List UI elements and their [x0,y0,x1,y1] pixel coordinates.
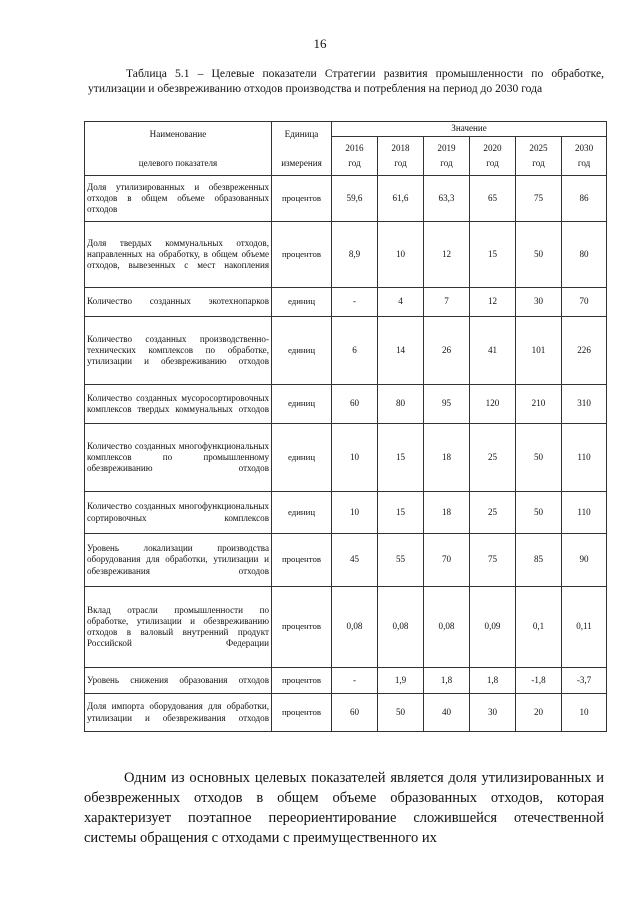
value-cell: 14 [378,317,424,385]
table-row [85,492,607,534]
value-cell: 50 [378,694,424,732]
value-cell: 70 [424,534,470,587]
value-cell: 60 [332,385,378,424]
value-cell: 1,8 [470,668,516,694]
value-cell: 110 [562,424,607,492]
year-header: 2020 год [470,137,516,176]
value-cell: 1,8 [424,668,470,694]
indicator-name-cell: Доля твердых коммунальных отходов, направленных на обработку, в общем объеме отходов, вывезенных с мест накопления [85,222,272,288]
value-cell: 101 [516,317,562,385]
value-cell: 6 [332,317,378,385]
value-cell: 65 [470,176,516,222]
indicator-name-cell: Количество созданных экотехнопарков [85,288,272,317]
value-cell: 15 [378,492,424,534]
value-cell: 50 [516,424,562,492]
year-header: 2018 год [378,137,424,176]
value-cell: 0,08 [332,587,378,668]
value-cell: 12 [424,222,470,288]
indicator-name-cell: Доля утилизированных и обезвреженных отходов в общем объеме образованных отходов [85,176,272,222]
table-caption: Таблица 5.1 – Целевые показатели Стратегии развития промышленности по обработке, утилизации и обезвреживанию отходов производства и потребления на период до 2030 года [88,67,604,95]
unit-cell: единиц [272,288,332,317]
value-cell: 95 [424,385,470,424]
value-cell: 45 [332,534,378,587]
value-cell: 4 [378,288,424,317]
table-row [85,424,607,492]
table-row [85,668,607,694]
target-indicators-table [84,121,607,732]
page-number: 16 [313,36,327,51]
value-cell: 0,1 [516,587,562,668]
value-cell: 80 [562,222,607,288]
value-cell: 310 [562,385,607,424]
value-cell: 90 [562,534,607,587]
name-header-line1: Наименование [149,128,207,139]
value-cell: 50 [516,492,562,534]
value-header: Значение [332,122,607,137]
value-cell: 12 [470,288,516,317]
value-cell: 15 [378,424,424,492]
table-row [85,694,607,732]
year-header: 2016 год [332,137,378,176]
indicator-name-cell: Количество созданных мусоросортировочных комплексов твердых коммунальных отходов [85,385,272,424]
value-cell: 7 [424,288,470,317]
name-header-line2: целевого показателя [138,158,218,169]
table-row [85,176,607,222]
value-cell: 61,6 [378,176,424,222]
indicator-name-cell: Уровень локализации производства оборудования для обработки, утилизации и обезвреживания отходов [85,534,272,587]
value-cell: 40 [424,694,470,732]
indicator-name-cell: Уровень снижения образования отходов [85,668,272,694]
value-cell: 75 [470,534,516,587]
indicator-name-cell: Количество созданных многофункциональных сортировочных комплексов [85,492,272,534]
value-cell: 63,3 [424,176,470,222]
indicator-name-cell: Количество созданных многофункциональных комплексов по промышленному обезвреживанию отходов [85,424,272,492]
unit-header-line2: измерения [281,158,322,169]
unit-cell: единиц [272,424,332,492]
value-cell: 18 [424,424,470,492]
unit-cell: процентов [272,222,332,288]
value-cell: 30 [516,288,562,317]
value-cell: 25 [470,424,516,492]
value-cell: 30 [470,694,516,732]
value-cell: 80 [378,385,424,424]
value-cell: 120 [470,385,516,424]
value-cell: 85 [516,534,562,587]
value-cell: 50 [516,222,562,288]
unit-cell: процентов [272,587,332,668]
value-cell: - [332,668,378,694]
unit-header [272,122,332,176]
value-cell: 70 [562,288,607,317]
indicator-name-cell: Доля импорта оборудования для обработки, утилизации и обезвреживания отходов [85,694,272,732]
unit-cell: единиц [272,492,332,534]
table-body [85,176,607,732]
value-cell: 0,11 [562,587,607,668]
value-cell: 60 [332,694,378,732]
unit-cell: процентов [272,534,332,587]
table-row [85,534,607,587]
value-cell: 10 [378,222,424,288]
value-cell: 55 [378,534,424,587]
table-row [85,222,607,288]
value-cell: -3,7 [562,668,607,694]
unit-cell: единиц [272,385,332,424]
unit-cell: единиц [272,317,332,385]
body-paragraph: Одним из основных целевых показателей является доля утилизированных и обезвреженных отходов в общем объеме образованных отходов, которая характеризует поэтапное переориентирование сложившейся отечественной системы обращения с отходами с преимущественного их [84,770,604,846]
unit-cell: процентов [272,668,332,694]
indicator-name-cell: Количество созданных производственно-технических комплексов по обработке, утилизации и обезвреживанию отходов [85,317,272,385]
unit-header-line1: Единица [284,128,319,139]
table-row [85,317,607,385]
value-cell: 10 [332,424,378,492]
table-row [85,385,607,424]
value-cell: 75 [516,176,562,222]
unit-cell: процентов [272,694,332,732]
value-cell: 10 [332,492,378,534]
unit-cell: процентов [272,176,332,222]
value-cell: 59,6 [332,176,378,222]
year-header: 2025 год [516,137,562,176]
value-cell: 18 [424,492,470,534]
value-cell: 15 [470,222,516,288]
value-cell: 110 [562,492,607,534]
value-cell: 226 [562,317,607,385]
value-cell: 8,9 [332,222,378,288]
indicator-name-header [85,122,272,176]
value-cell: 0,08 [424,587,470,668]
value-cell: 0,09 [470,587,516,668]
value-cell: 86 [562,176,607,222]
value-cell: 1,9 [378,668,424,694]
value-cell: -1,8 [516,668,562,694]
indicator-name-cell: Вклад отрасли промышленности по обработке, утилизации и обезвреживанию отходов в валовый внутренний продукт Российской Федерации [85,587,272,668]
value-cell: 41 [470,317,516,385]
value-cell: 20 [516,694,562,732]
year-header: 2030 год [562,137,607,176]
table-row [85,288,607,317]
year-header: 2019 год [424,137,470,176]
value-cell: - [332,288,378,317]
table-row [85,587,607,668]
value-cell: 10 [562,694,607,732]
value-cell: 210 [516,385,562,424]
value-cell: 0,08 [378,587,424,668]
value-cell: 25 [470,492,516,534]
value-cell: 26 [424,317,470,385]
